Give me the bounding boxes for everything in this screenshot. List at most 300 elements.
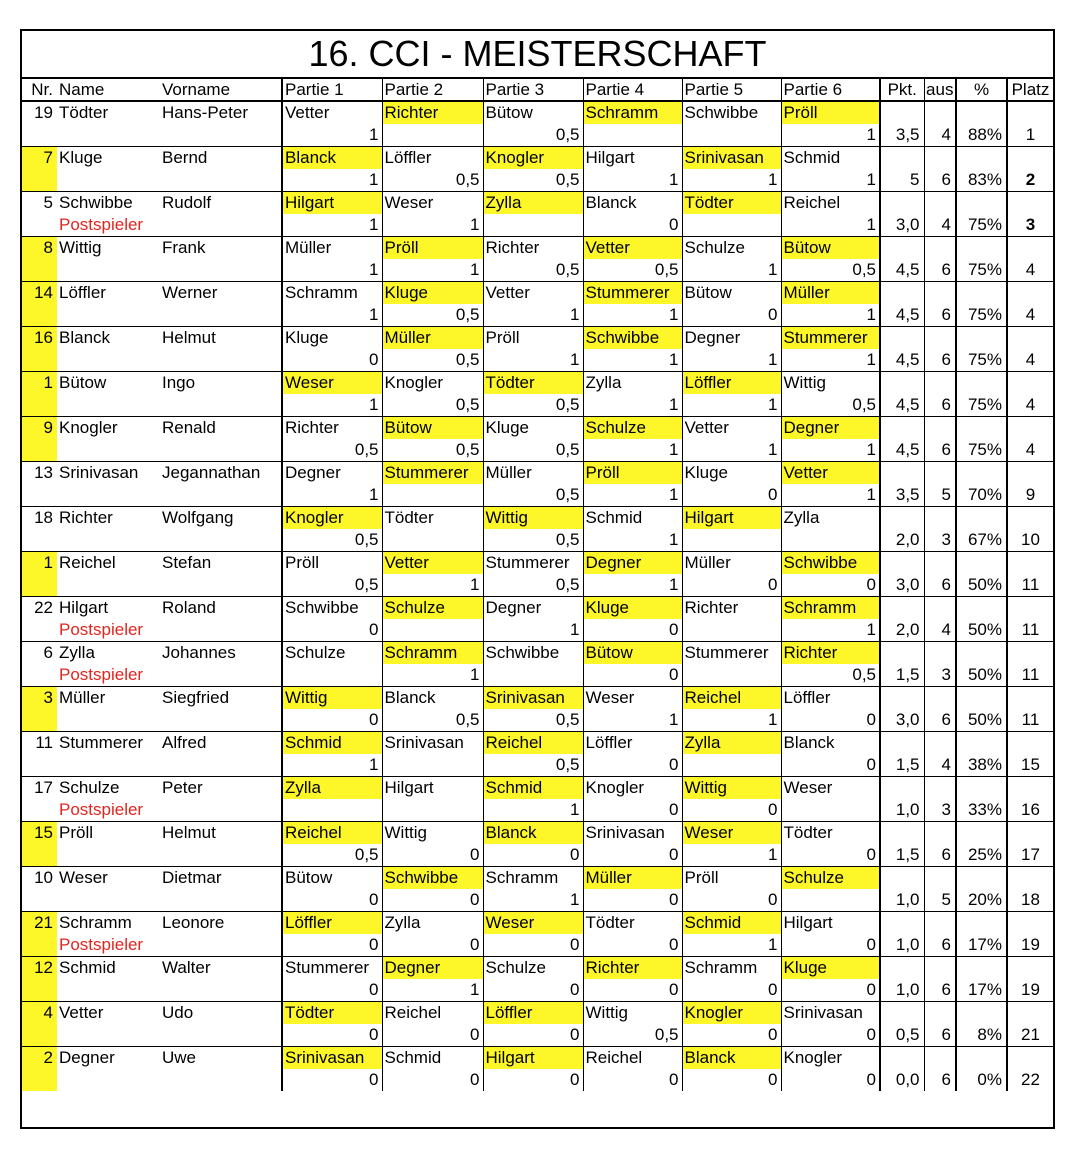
opponent-partie-4: Kluge — [583, 597, 682, 620]
postspieler-label — [57, 304, 162, 327]
player-name: Degner — [59, 1048, 115, 1067]
empty-cell — [162, 214, 282, 237]
percent-value-spacer — [956, 507, 1007, 530]
opponent-partie-4: Knogler — [583, 777, 682, 800]
opponent-partie-5: Tödter — [682, 192, 781, 215]
pkt-value: 1,5 — [880, 844, 924, 867]
platz-value-spacer — [1007, 417, 1053, 440]
percent-value-spacer — [956, 101, 1007, 124]
platz-value-spacer — [1007, 552, 1053, 575]
opponent-partie-5: Zylla — [682, 732, 781, 755]
platz-value-spacer — [1007, 1002, 1053, 1025]
player-vorname: Bernd — [162, 148, 208, 167]
player-name: Hilgart — [59, 598, 109, 617]
percent-value: 70% — [956, 484, 1007, 507]
result-partie-3: 0,5 — [483, 754, 583, 777]
result-partie-6: 0 — [781, 709, 880, 732]
player-name: Tödter — [59, 103, 109, 122]
aus-value-spacer — [924, 147, 956, 170]
platz-value: 4 — [1007, 439, 1053, 462]
pkt-value-spacer — [880, 1047, 924, 1070]
result-partie-4: 0 — [583, 664, 682, 687]
opponent-partie-5: Hilgart — [682, 507, 781, 530]
pkt-value-spacer — [880, 777, 924, 800]
percent-value: 17% — [956, 934, 1007, 957]
table-row-results — [22, 304, 1053, 327]
opponent-partie-4: Schmid — [583, 507, 682, 530]
empty-cell — [162, 349, 282, 372]
pkt-value-spacer — [880, 327, 924, 350]
result-partie-3: 0 — [483, 1069, 583, 1091]
player-nr: 9 — [22, 417, 57, 462]
table-row — [22, 732, 1053, 755]
percent-value-spacer — [956, 777, 1007, 800]
table-row — [22, 237, 1053, 260]
opponent-partie-5: Knogler — [682, 1002, 781, 1025]
result-partie-4: 1 — [583, 394, 682, 417]
percent-value: 75% — [956, 259, 1007, 282]
empty-cell — [162, 934, 282, 957]
result-partie-4: 0 — [583, 1069, 682, 1091]
result-partie-5: 1 — [682, 394, 781, 417]
opponent-partie-3: Knogler — [483, 147, 583, 170]
header-pkt: Pkt. — [880, 79, 924, 101]
player-vorname: Siegfried — [162, 688, 230, 707]
aus-value: 6 — [924, 574, 956, 597]
empty-cell — [162, 709, 282, 732]
platz-value: 11 — [1007, 619, 1053, 642]
aus-value: 6 — [924, 304, 956, 327]
pkt-value: 2,0 — [880, 619, 924, 642]
standings-table — [22, 79, 1053, 1091]
result-partie-6: 1 — [781, 124, 880, 147]
opponent-partie-1: Kluge — [282, 327, 382, 350]
platz-value: 9 — [1007, 484, 1053, 507]
table-row-results — [22, 124, 1053, 147]
table-row-results — [22, 259, 1053, 282]
player-name: Knogler — [59, 418, 118, 437]
table-row-results — [22, 529, 1053, 552]
percent-value: 75% — [956, 349, 1007, 372]
aus-value-spacer — [924, 192, 956, 215]
postspieler-label: Postspieler — [57, 619, 162, 642]
result-partie-6 — [781, 799, 880, 822]
opponent-partie-2: Vetter — [382, 552, 483, 575]
result-partie-1: 0,5 — [282, 844, 382, 867]
aus-value-spacer — [924, 642, 956, 665]
aus-value-spacer — [924, 282, 956, 305]
result-partie-5 — [682, 529, 781, 552]
result-partie-4: 0 — [583, 934, 682, 957]
percent-value: 88% — [956, 124, 1007, 147]
opponent-partie-6: Richter — [781, 642, 880, 665]
table-row-results — [22, 169, 1053, 192]
result-partie-6: 1 — [781, 484, 880, 507]
result-partie-5: 0 — [682, 979, 781, 1002]
result-partie-6: 0 — [781, 934, 880, 957]
player-name: Wittig — [59, 238, 102, 257]
pkt-value: 1,0 — [880, 979, 924, 1002]
opponent-partie-3: Kluge — [483, 417, 583, 440]
postspieler-label — [57, 979, 162, 1002]
opponent-partie-5: Bütow — [682, 282, 781, 305]
percent-value-spacer — [956, 147, 1007, 170]
empty-cell — [162, 1024, 282, 1047]
platz-value: 11 — [1007, 574, 1053, 597]
percent-value-spacer — [956, 1002, 1007, 1025]
table-row — [22, 282, 1053, 305]
result-partie-1: 0 — [282, 709, 382, 732]
result-partie-6: 1 — [781, 349, 880, 372]
aus-value-spacer — [924, 597, 956, 620]
opponent-partie-3: Pröll — [483, 327, 583, 350]
player-nr: 4 — [22, 1002, 57, 1047]
player-name: Schmid — [59, 958, 116, 977]
postspieler-label — [57, 889, 162, 912]
percent-value: 83% — [956, 169, 1007, 192]
result-partie-5: 1 — [682, 259, 781, 282]
result-partie-1: 0 — [282, 889, 382, 912]
platz-value: 21 — [1007, 1024, 1053, 1047]
result-partie-1: 0 — [282, 979, 382, 1002]
aus-value: 4 — [924, 124, 956, 147]
opponent-partie-1: Schwibbe — [282, 597, 382, 620]
opponent-partie-4: Srinivasan — [583, 822, 682, 845]
result-partie-3: 0 — [483, 979, 583, 1002]
opponent-partie-5: Schmid — [682, 912, 781, 935]
opponent-partie-2: Knogler — [382, 372, 483, 395]
result-partie-2: 0,5 — [382, 709, 483, 732]
result-partie-2: 1 — [382, 979, 483, 1002]
result-partie-4: 1 — [583, 709, 682, 732]
opponent-partie-1: Löffler — [282, 912, 382, 935]
pkt-value: 3,5 — [880, 484, 924, 507]
pkt-value-spacer — [880, 507, 924, 530]
player-nr: 6 — [22, 642, 57, 687]
opponent-partie-5: Müller — [682, 552, 781, 575]
player-vorname: Rudolf — [162, 193, 212, 212]
player-nr: 18 — [22, 507, 57, 552]
result-partie-3: 0,5 — [483, 439, 583, 462]
result-partie-1: 1 — [282, 394, 382, 417]
percent-value-spacer — [956, 642, 1007, 665]
result-partie-6: 0 — [781, 754, 880, 777]
opponent-partie-5: Wittig — [682, 777, 781, 800]
pkt-value: 4,5 — [880, 439, 924, 462]
opponent-partie-2: Schwibbe — [382, 867, 483, 890]
opponent-partie-6: Weser — [781, 777, 880, 800]
result-partie-4: 0 — [583, 214, 682, 237]
postspieler-label: Postspieler — [57, 799, 162, 822]
pkt-value: 1,0 — [880, 934, 924, 957]
aus-value-spacer — [924, 687, 956, 710]
pkt-value: 1,5 — [880, 664, 924, 687]
result-partie-5: 1 — [682, 844, 781, 867]
percent-value: 75% — [956, 394, 1007, 417]
aus-value: 4 — [924, 619, 956, 642]
player-vorname: Stefan — [162, 553, 212, 572]
result-partie-5 — [682, 619, 781, 642]
opponent-partie-1: Bütow — [282, 867, 382, 890]
result-partie-1 — [282, 664, 382, 687]
result-partie-6: 1 — [781, 169, 880, 192]
opponent-partie-6: Wittig — [781, 372, 880, 395]
result-partie-3: 1 — [483, 889, 583, 912]
table-row-results — [22, 664, 1053, 687]
result-partie-5: 1 — [682, 934, 781, 957]
player-vorname: Werner — [162, 283, 218, 302]
aus-value: 3 — [924, 799, 956, 822]
result-partie-2 — [382, 754, 483, 777]
percent-value: 38% — [956, 754, 1007, 777]
empty-cell — [162, 979, 282, 1002]
opponent-partie-1: Pröll — [282, 552, 382, 575]
platz-value-spacer — [1007, 732, 1053, 755]
empty-cell — [162, 619, 282, 642]
player-name: Schulze — [59, 778, 120, 797]
result-partie-2: 0,5 — [382, 169, 483, 192]
opponent-partie-2: Schulze — [382, 597, 483, 620]
opponent-partie-4: Zylla — [583, 372, 682, 395]
percent-value-spacer — [956, 597, 1007, 620]
opponent-partie-1: Müller — [282, 237, 382, 260]
opponent-partie-3: Schramm — [483, 867, 583, 890]
result-partie-5: 1 — [682, 439, 781, 462]
aus-value: 3 — [924, 664, 956, 687]
player-name: Schwibbe — [59, 193, 133, 212]
pkt-value: 0,0 — [880, 1069, 924, 1091]
opponent-partie-5: Vetter — [682, 417, 781, 440]
table-row-results — [22, 889, 1053, 912]
percent-value-spacer — [956, 417, 1007, 440]
empty-cell — [162, 124, 282, 147]
postspieler-label — [57, 169, 162, 192]
result-partie-5: 0 — [682, 1069, 781, 1091]
result-partie-4: 1 — [583, 439, 682, 462]
result-partie-4: 1 — [583, 349, 682, 372]
result-partie-4: 0,5 — [583, 259, 682, 282]
empty-cell — [162, 574, 282, 597]
opponent-partie-1: Blanck — [282, 147, 382, 170]
result-partie-2: 0,5 — [382, 394, 483, 417]
aus-value-spacer — [924, 327, 956, 350]
pkt-value: 4,5 — [880, 394, 924, 417]
percent-value-spacer — [956, 552, 1007, 575]
opponent-partie-6: Löffler — [781, 687, 880, 710]
empty-cell — [162, 799, 282, 822]
player-name: Schramm — [59, 913, 132, 932]
player-vorname: Renald — [162, 418, 216, 437]
player-name: Pröll — [59, 823, 94, 842]
result-partie-1: 0 — [282, 349, 382, 372]
pkt-value: 3,0 — [880, 214, 924, 237]
result-partie-5: 0 — [682, 484, 781, 507]
header-partie-2: Partie 2 — [382, 79, 483, 101]
table-row — [22, 642, 1053, 665]
opponent-partie-5: Richter — [682, 597, 781, 620]
platz-value: 15 — [1007, 754, 1053, 777]
postspieler-label — [57, 1024, 162, 1047]
result-partie-6: 1 — [781, 439, 880, 462]
result-partie-1: 0,5 — [282, 439, 382, 462]
aus-value-spacer — [924, 957, 956, 980]
aus-value-spacer — [924, 777, 956, 800]
player-vorname: Uwe — [162, 1048, 197, 1067]
opponent-partie-5: Schramm — [682, 957, 781, 980]
opponent-partie-3: Bütow — [483, 101, 583, 124]
result-partie-5: 1 — [682, 169, 781, 192]
result-partie-3: 1 — [483, 799, 583, 822]
header-nr: Nr. — [22, 79, 57, 101]
opponent-partie-6: Zylla — [781, 507, 880, 530]
player-vorname: Alfred — [162, 733, 207, 752]
opponent-partie-4: Löffler — [583, 732, 682, 755]
result-partie-5: 0 — [682, 799, 781, 822]
percent-value-spacer — [956, 462, 1007, 485]
table-row — [22, 552, 1053, 575]
opponent-partie-2: Schramm — [382, 642, 483, 665]
table-row — [22, 687, 1053, 710]
opponent-partie-2: Richter — [382, 101, 483, 124]
header-row — [22, 79, 1053, 101]
header-platz: Platz — [1007, 79, 1053, 101]
result-partie-6: 0 — [781, 1024, 880, 1047]
aus-value: 6 — [924, 1069, 956, 1091]
player-name: Kluge — [59, 148, 103, 167]
table-row-results — [22, 709, 1053, 732]
pkt-value: 3,5 — [880, 124, 924, 147]
player-name: Zylla — [59, 643, 95, 662]
header-partie-5: Partie 5 — [682, 79, 781, 101]
result-partie-3: 0,5 — [483, 484, 583, 507]
pkt-value: 1,5 — [880, 754, 924, 777]
percent-value-spacer — [956, 237, 1007, 260]
opponent-partie-3: Schwibbe — [483, 642, 583, 665]
aus-value-spacer — [924, 237, 956, 260]
platz-value-spacer — [1007, 912, 1053, 935]
opponent-partie-1: Reichel — [282, 822, 382, 845]
result-partie-1: 0,5 — [282, 529, 382, 552]
opponent-partie-5: Löffler — [682, 372, 781, 395]
opponent-partie-2: Zylla — [382, 912, 483, 935]
pkt-value-spacer — [880, 462, 924, 485]
table-row — [22, 912, 1053, 935]
player-nr: 5 — [22, 192, 57, 237]
aus-value: 6 — [924, 979, 956, 1002]
player-name: Blanck — [59, 328, 111, 347]
result-partie-4 — [583, 124, 682, 147]
opponent-partie-6: Blanck — [781, 732, 880, 755]
platz-value: 2 — [1007, 169, 1053, 192]
pkt-value: 1,0 — [880, 799, 924, 822]
opponent-partie-6: Schulze — [781, 867, 880, 890]
percent-value-spacer — [956, 282, 1007, 305]
result-partie-3: 0,5 — [483, 709, 583, 732]
player-nr: 13 — [22, 462, 57, 507]
result-partie-5 — [682, 214, 781, 237]
aus-value-spacer — [924, 1002, 956, 1025]
opponent-partie-3: Zylla — [483, 192, 583, 215]
opponent-partie-3: Schmid — [483, 777, 583, 800]
opponent-partie-2: Tödter — [382, 507, 483, 530]
result-partie-3: 0,5 — [483, 529, 583, 552]
platz-value-spacer — [1007, 237, 1053, 260]
result-partie-2: 0,5 — [382, 439, 483, 462]
percent-value: 50% — [956, 664, 1007, 687]
percent-value: 8% — [956, 1024, 1007, 1047]
player-nr: 19 — [22, 101, 57, 147]
opponent-partie-2: Müller — [382, 327, 483, 350]
pkt-value-spacer — [880, 237, 924, 260]
postspieler-label — [57, 259, 162, 282]
result-partie-1: 0,5 — [282, 574, 382, 597]
opponent-partie-3: Tödter — [483, 372, 583, 395]
result-partie-6: 0 — [781, 574, 880, 597]
table-row-results — [22, 349, 1053, 372]
opponent-partie-6: Tödter — [781, 822, 880, 845]
player-nr: 16 — [22, 327, 57, 372]
player-name: Müller — [59, 688, 106, 707]
result-partie-4: 0 — [583, 799, 682, 822]
opponent-partie-2: Weser — [382, 192, 483, 215]
opponent-partie-5: Kluge — [682, 462, 781, 485]
result-partie-3 — [483, 664, 583, 687]
opponent-partie-3: Müller — [483, 462, 583, 485]
postspieler-label — [57, 1069, 162, 1091]
opponent-partie-3: Löffler — [483, 1002, 583, 1025]
percent-value: 33% — [956, 799, 1007, 822]
platz-value: 4 — [1007, 304, 1053, 327]
pkt-value-spacer — [880, 687, 924, 710]
opponent-partie-1: Vetter — [282, 101, 382, 124]
platz-value-spacer — [1007, 101, 1053, 124]
percent-value: 50% — [956, 574, 1007, 597]
opponent-partie-2: Schmid — [382, 1047, 483, 1070]
table-row-results — [22, 754, 1053, 777]
player-nr: 1 — [22, 372, 57, 417]
player-name: Bütow — [59, 373, 107, 392]
pkt-value-spacer — [880, 417, 924, 440]
percent-value-spacer — [956, 372, 1007, 395]
platz-value-spacer — [1007, 1047, 1053, 1070]
percent-value-spacer — [956, 822, 1007, 845]
postspieler-label — [57, 709, 162, 732]
platz-value: 19 — [1007, 979, 1053, 1002]
result-partie-6: 1 — [781, 619, 880, 642]
player-nr: 2 — [22, 1047, 57, 1092]
platz-value: 4 — [1007, 349, 1053, 372]
percent-value-spacer — [956, 327, 1007, 350]
result-partie-3: 0,5 — [483, 394, 583, 417]
result-partie-2: 0 — [382, 1024, 483, 1047]
result-partie-6: 0 — [781, 1069, 880, 1091]
platz-value: 1 — [1007, 124, 1053, 147]
header-partie-6: Partie 6 — [781, 79, 880, 101]
result-partie-3: 0 — [483, 844, 583, 867]
opponent-partie-6: Srinivasan — [781, 1002, 880, 1025]
opponent-partie-1: Zylla — [282, 777, 382, 800]
percent-value: 20% — [956, 889, 1007, 912]
result-partie-2 — [382, 529, 483, 552]
platz-value-spacer — [1007, 597, 1053, 620]
table-row — [22, 957, 1053, 980]
result-partie-1: 1 — [282, 124, 382, 147]
table-row — [22, 417, 1053, 440]
empty-cell — [162, 844, 282, 867]
result-partie-3 — [483, 214, 583, 237]
result-partie-3: 0,5 — [483, 259, 583, 282]
player-name: Reichel — [59, 553, 116, 572]
